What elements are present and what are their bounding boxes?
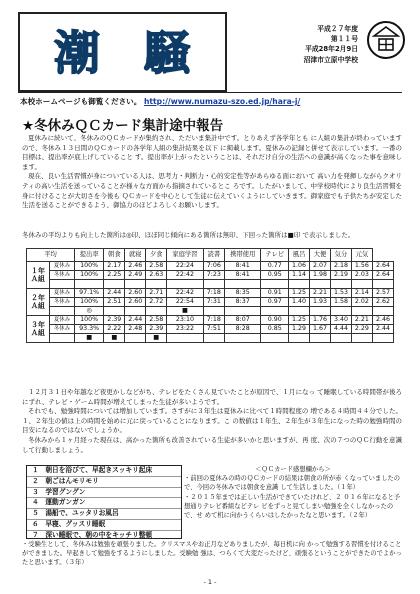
list-item: ６ 早寝、グッスリ睡眠 <box>27 520 181 531</box>
table-cell: 2.48 <box>125 325 146 334</box>
comparison-mark <box>310 334 331 343</box>
table-row <box>27 280 394 289</box>
comparison-mark <box>167 334 204 343</box>
comparison-mark <box>104 280 125 289</box>
table-cell: 97.1% <box>75 289 104 298</box>
table-header: 読書 <box>203 249 224 262</box>
comparison-mark <box>351 280 372 289</box>
list-item: ４ 運動ガンガン <box>27 498 181 509</box>
table-cell: 0.95 <box>261 271 289 280</box>
comparison-mark <box>330 334 351 343</box>
table-cell: 2.44 <box>104 289 125 298</box>
table-cell: 1.67 <box>310 325 331 334</box>
table-cell: 22:24 <box>167 262 204 271</box>
table-cell: 8:07 <box>224 316 261 325</box>
analysis-paragraph-3: 冬休みから１ヶ月経った現在は、高かった箇所も改善されている生徒が多いかと思いますが、再 度、次の７つのＱＣ行動を意識して行動しましょう。 <box>22 435 402 454</box>
table-header: 家庭学習 <box>167 249 204 262</box>
impressions-continued <box>22 540 402 568</box>
comparison-mark <box>351 307 372 316</box>
table-cell: 2.60 <box>125 289 146 298</box>
table-cell: 2.21 <box>351 316 372 325</box>
comparison-mark <box>310 280 331 289</box>
intro-paragraph-1: 夏休みに続いて、冬休みのＱＣカードが集約され、ただいま集計中です。とりあえず各学年とも に人組の集計が終わっていますので、冬休み１３日間のＱＣカードの各学年人組の集計結果を以下 に掲載します。夏休みの記録と併せて表示しています。一番の目標は、提出率が底上げしていること す。提出率が上がったということは、それだけ自分の生活への意識が高くなった事を意味します。 <box>22 134 402 171</box>
table-cell: 2.07 <box>310 262 331 271</box>
header-divider <box>18 92 402 93</box>
table-body <box>27 262 394 343</box>
comparison-mark <box>146 307 167 316</box>
table-cell: 8:37 <box>224 298 261 307</box>
table-cell: 冬休み <box>50 298 75 307</box>
homepage-label: 本校ホームページも御覧ください。 <box>20 97 142 106</box>
table-header: 平均 <box>27 249 75 262</box>
table-cell: 2.02 <box>351 298 372 307</box>
table-cell: 100% <box>75 298 104 307</box>
table-header: 携帯使用 <box>224 249 261 262</box>
table-cell: 7:06 <box>203 262 224 271</box>
comparison-mark <box>224 307 261 316</box>
list-item: ７ 深い睡眠で、朝の中をキッチリ整頓 <box>32 530 153 539</box>
table-cell: 93.3% <box>75 325 104 334</box>
table-cell: 2.39 <box>146 325 167 334</box>
table-row <box>27 316 394 325</box>
table-cell <box>50 280 75 289</box>
impressions-box <box>184 465 402 520</box>
table-cell: 1.98 <box>310 271 331 280</box>
comparison-mark <box>289 280 310 289</box>
comparison-mark <box>351 334 372 343</box>
grade-label: １年 Ａ組 <box>27 262 50 289</box>
table-cell: 2.71 <box>146 289 167 298</box>
table-cell: 2.44 <box>372 325 393 334</box>
impression-item: ・前回の夏休みの時のＱＣカードの結果は朝食の所が赤 くなっていましたので、今回の冬休みでは朝食を意識 して生活しました。（１年） <box>184 475 401 492</box>
table-cell: 4.44 <box>330 325 351 334</box>
table-header: 元気 <box>351 249 372 262</box>
table-header: 風呂 <box>289 249 310 262</box>
comparison-mark <box>330 307 351 316</box>
table-cell: 2.14 <box>351 289 372 298</box>
table-row <box>27 262 394 271</box>
table-cell: 2.18 <box>330 262 351 271</box>
page-number: - 1 - <box>203 578 217 586</box>
table-cell: 22:54 <box>167 298 204 307</box>
table-cell: 1.25 <box>289 289 310 298</box>
table-row <box>27 334 394 343</box>
table-cell: 1.93 <box>310 298 331 307</box>
comparison-mark <box>167 280 204 289</box>
table-cell: 2.29 <box>351 325 372 334</box>
table-cell: 8:28 <box>224 325 261 334</box>
comparison-mark <box>261 280 289 289</box>
table-cell: 1.56 <box>351 262 372 271</box>
table-cell: 1.76 <box>310 316 331 325</box>
intro-paragraph-2: 現在、良い生活習慣が身についている人は、思考力・判断力・心的安定性等があらゆる面において 高い力を発揮しながらクオリティの高い生活を送っていることが様々な方面から指摘されているとこ ろです。したがいまして、中学校時代により良生活習慣を身に付けることが大切さを今後も ＱＣカードを中心として生徒に伝えていくようにしていきます。御家庭でも子供たちが安定した 生活を送ることができるよう、御協力のほどよろしくお願いします。 <box>22 172 402 210</box>
table-cell: 2.25 <box>104 271 125 280</box>
table-row <box>27 298 394 307</box>
comparison-mark <box>203 280 224 289</box>
table-cell: 2.21 <box>310 289 331 298</box>
table-cell: 夏休み <box>50 289 75 298</box>
list-item: ３ 学習グングン <box>27 488 181 499</box>
comparison-mark <box>203 307 224 316</box>
masthead-char-2: 騒 <box>144 26 190 80</box>
table-cell: 7:51 <box>203 325 224 334</box>
comparison-mark: ■ <box>75 334 104 343</box>
table-cell: 2.64 <box>372 271 393 280</box>
comparison-mark <box>104 307 125 316</box>
comparison-mark <box>224 280 261 289</box>
table-cell: 2.46 <box>372 316 393 325</box>
impressions-heading: ＜ＱＣカード感想欄から＞ <box>255 466 331 473</box>
table-cell: 2.46 <box>125 262 146 271</box>
table-cell <box>50 307 75 316</box>
table-cell: 2.51 <box>104 298 125 307</box>
table-cell: 1.14 <box>289 271 310 280</box>
table-cell: 0.77 <box>261 262 289 271</box>
qc-results-table <box>26 248 394 343</box>
legend-note: 冬休みの平均よりも向上した箇所は◎印、ほぼ同じ傾向にある箇所は無印、下回った箇所は■印 で表示しました。 <box>22 231 355 239</box>
grade-label: ３年 Ａ組 <box>27 316 50 343</box>
intro-text <box>22 134 402 211</box>
table-cell: 23:22 <box>167 325 204 334</box>
comparison-mark <box>203 334 224 343</box>
table-cell: 冬休み <box>50 325 75 334</box>
table-cell: 0.97 <box>261 298 289 307</box>
table-cell: 23:10 <box>167 316 204 325</box>
comparison-mark <box>125 307 146 316</box>
table-cell: 2.63 <box>146 271 167 280</box>
comparison-mark <box>261 307 289 316</box>
table-cell: 3.40 <box>330 316 351 325</box>
analysis-paragraph-2: それでも、勉強時間については増加しています。さすがに３年生は夏休みに比べて１時間程度の 増である４時間４４分でした。１、２年生の値は上の時間を始めに元に戻っていることになります。こ の数値は１年生、２年生が３年生になった時の勉強時間の目安になるのではないでしょうか。 <box>22 407 402 435</box>
table-cell: 2.44 <box>125 316 146 325</box>
table-cell: 2.49 <box>125 271 146 280</box>
comparison-mark <box>310 307 331 316</box>
table-cell: 1.58 <box>330 298 351 307</box>
table-cell: 100% <box>75 271 104 280</box>
table-cell: 2.22 <box>104 325 125 334</box>
table-row <box>27 271 394 280</box>
comparison-mark <box>146 280 167 289</box>
table-header: 夕食 <box>146 249 167 262</box>
comparison-mark <box>125 280 146 289</box>
comparison-mark: ■ <box>167 307 204 316</box>
comparison-mark: ◎ <box>75 307 104 316</box>
table-cell: 100% <box>75 262 104 271</box>
table-row <box>27 325 394 334</box>
article-title: ★冬休みＱＣカード集計途中報告 <box>22 118 224 134</box>
table-cell: 1.40 <box>289 298 310 307</box>
table-cell: 0.91 <box>261 289 289 298</box>
table-cell: 7:23 <box>203 271 224 280</box>
table-cell: 2.03 <box>351 271 372 280</box>
comparison-mark <box>289 307 310 316</box>
issue-date: 平成28年2月9日 <box>305 45 358 54</box>
comparison-mark <box>372 280 393 289</box>
table-row <box>27 307 394 316</box>
table-cell: 2.62 <box>372 298 393 307</box>
table-cell: 2.39 <box>104 316 125 325</box>
table-cell: 夏休み <box>50 316 75 325</box>
grade-label: ２年 Ａ組 <box>27 289 50 316</box>
comparison-mark <box>372 307 393 316</box>
table-cell: 1.53 <box>330 289 351 298</box>
table-header-row <box>27 249 394 262</box>
table-row <box>27 289 394 298</box>
issue-year: 平成２７年度 <box>317 25 358 33</box>
table-cell: 1.06 <box>289 262 310 271</box>
table-cell: 2.57 <box>372 289 393 298</box>
qc-action-list <box>26 465 182 539</box>
comparison-mark <box>261 334 289 343</box>
table-cell: 1.29 <box>289 325 310 334</box>
table-cell: 2.64 <box>372 262 393 271</box>
table-cell: 8:35 <box>224 289 261 298</box>
issue-info <box>288 24 358 65</box>
table-header: 就寝 <box>125 249 146 262</box>
table-header: テレビ <box>261 249 289 262</box>
homepage-notice <box>20 96 300 107</box>
analysis-text <box>22 388 402 455</box>
list-item: １ 朝日を浴びて、早起きスッキリ起床 <box>27 466 181 477</box>
comparison-mark <box>330 280 351 289</box>
table-cell <box>50 334 75 343</box>
table-cell: 0.85 <box>261 325 289 334</box>
comparison-mark: ■ <box>146 334 167 343</box>
issue-number: 第１１号 <box>330 35 358 44</box>
table-cell: 2.60 <box>125 298 146 307</box>
table-header: 大便 <box>310 249 331 262</box>
comparison-mark: ■ <box>104 334 125 343</box>
table-cell: 7:18 <box>203 316 224 325</box>
table-cell: 2.58 <box>146 316 167 325</box>
analysis-paragraph-1: １２月３１日や年越など夜更かしなどがち、テレビをたくさん見ていたことが原因で、１月になっ て睡眠している時間帯が後ろにずれ、テレビ・ゲーム時間が増えてしまった生徒が多いようです。 <box>22 388 402 406</box>
table-cell: 2.17 <box>104 262 125 271</box>
homepage-link[interactable]: http://www.numazu-szo.ed.jp/hara-j/ <box>144 97 301 106</box>
table-cell: 22:42 <box>167 289 204 298</box>
table-cell: 8:41 <box>224 262 261 271</box>
masthead <box>18 12 227 92</box>
comparison-mark <box>75 280 104 289</box>
table-cell: 夏休み <box>50 262 75 271</box>
comparison-mark <box>224 334 261 343</box>
table-header: 提出率 <box>75 249 104 262</box>
table-cell: 22:42 <box>167 271 204 280</box>
table-cell: 2.72 <box>146 298 167 307</box>
comparison-mark <box>372 334 393 343</box>
school-emblem-icon <box>366 20 406 60</box>
comparison-mark <box>289 334 310 343</box>
table-cell: 100% <box>75 316 104 325</box>
comparison-mark <box>125 334 146 343</box>
table-cell: 0.90 <box>261 316 289 325</box>
impression-item: ・２０１５年までは正しい生活ができていたけれど、２ ０１６年になると予想通りテレビ番組などテレ ビをずっと見てしまい勉強を全くしなかったので、せ めて机に向かうくらいはしたかったなと思います。（２年） <box>184 493 401 520</box>
table-cell: 2.58 <box>146 262 167 271</box>
masthead-char-1: 潮 <box>54 26 100 80</box>
table-cell: 1.25 <box>289 316 310 325</box>
table-header: 朝食 <box>104 249 125 262</box>
school-name: 沼津市立原中学校 <box>303 55 358 64</box>
list-item: ５ 湯船で、ユッタリお風呂 <box>27 509 181 520</box>
table-cell: 2.19 <box>330 271 351 280</box>
table-cell: 7:18 <box>203 289 224 298</box>
table-header: 気分 <box>330 249 351 262</box>
table-cell: 8:41 <box>224 271 261 280</box>
table-cell: 7:31 <box>203 298 224 307</box>
table-cell: 冬休み <box>50 271 75 280</box>
list-item: ２ 朝ごはんモリモリ <box>27 477 181 488</box>
impression-item: ・受験生として、冬休みは勉強を頑張りました。クリスマスやお正月などありましたが、毎日机に向 かって勉強する習慣を付けることができました。早起きして勉強をするようにしました。受験勉 強は、つらくて大変だったけど、頑張るということができたのでよかったと思います。（３年） <box>22 541 402 567</box>
